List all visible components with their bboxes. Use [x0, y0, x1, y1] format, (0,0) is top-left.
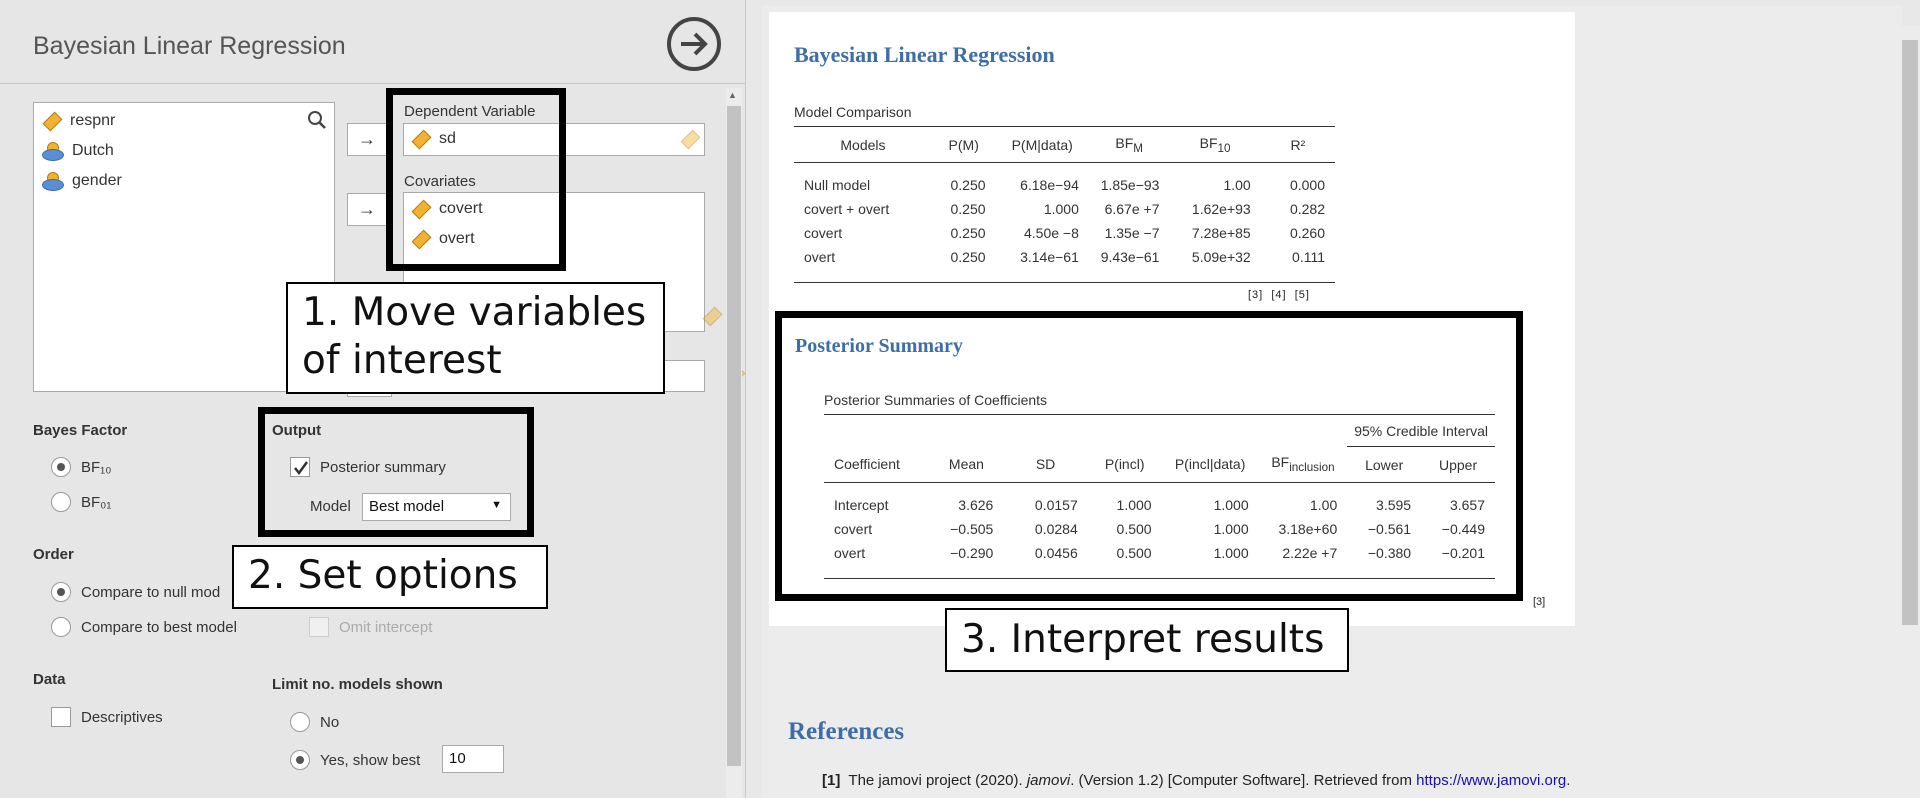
radio-button[interactable]	[51, 617, 71, 637]
table-cell: 0.250	[950, 224, 986, 241]
table-cell: 5.09e+32	[1191, 248, 1251, 265]
table-row	[824, 483, 1495, 517]
table-cell: 3.18e+60	[1278, 520, 1338, 537]
table-cell: 3.595	[1376, 496, 1412, 513]
table-cell: Intercept	[834, 496, 889, 513]
arrow-right-icon	[677, 27, 711, 61]
column-header: $BF_M$	[1115, 134, 1143, 155]
table-cell: 0.500	[1116, 520, 1152, 537]
reference-italic: jamovi	[1026, 772, 1071, 789]
option-label: Compare to best model	[81, 618, 237, 636]
table-cell: 0.0456	[1034, 544, 1078, 561]
table-cell: 1.000	[1043, 200, 1079, 217]
table-row	[794, 163, 1335, 197]
spacer-cell	[794, 269, 1335, 283]
column-header: P(incl|data)	[1174, 456, 1246, 473]
descriptives-option[interactable]	[51, 707, 163, 727]
variable-name: gender	[72, 172, 122, 189]
option-label: Yes, show best	[320, 751, 421, 769]
table-cell: covert	[804, 224, 843, 241]
covariates-label: Covariates	[404, 173, 476, 190]
option-label: Descriptives	[81, 708, 163, 726]
analysis-title: Bayesian Linear Regression	[33, 32, 346, 60]
footnote: [3]	[1248, 289, 1264, 301]
reference-item	[822, 772, 1570, 789]
table-cell: −0.561	[1367, 520, 1412, 537]
table-cell: 0.250	[950, 200, 986, 217]
column-header: Lower	[1365, 456, 1404, 473]
table-cell: 3.626	[958, 496, 994, 513]
option-label: Compare to null mod	[81, 583, 221, 601]
results-scrollbar-thumb[interactable]	[1902, 40, 1918, 625]
column-header: Upper	[1438, 456, 1478, 473]
posterior-title: Posterior Summary	[795, 335, 963, 357]
limit-yes-option[interactable]	[290, 750, 420, 770]
table-cell: overt	[834, 544, 866, 561]
scroll-up-arrow-icon[interactable]: ▲	[728, 90, 737, 100]
table-cell: 0.250	[950, 176, 986, 193]
column-header: SD	[1035, 456, 1056, 473]
table-cell: 2.22e +7	[1282, 544, 1338, 561]
bayes-factor-heading: Bayes Factor	[33, 422, 128, 439]
limit-heading: Limit no. models shown	[272, 676, 443, 693]
spacer-cell	[824, 565, 1495, 579]
reference-text: The jamovi project (2020).	[848, 772, 1027, 789]
table-cell: 1.000	[1213, 496, 1249, 513]
table-cell: −0.505	[950, 520, 994, 537]
column-header: P(incl)	[1104, 456, 1145, 473]
annotation-step-1: 1. Move variables of interest	[286, 282, 665, 394]
list-item[interactable]	[42, 140, 114, 162]
footnote: [4]	[1271, 289, 1287, 301]
posterior-body	[824, 483, 1495, 579]
nominal-icon	[42, 142, 62, 160]
table-cell: 0.111	[1292, 248, 1325, 265]
highlight-frame-variables	[386, 88, 566, 271]
table-cell: overt	[804, 248, 836, 265]
select-value: Best model	[369, 498, 445, 515]
omit-intercept-option[interactable]	[309, 617, 432, 637]
ruler-icon	[680, 130, 698, 148]
radio-button[interactable]	[290, 750, 310, 770]
column-header: $BF_{inclusion}$	[1271, 454, 1335, 475]
ci-header: 95% Credible Interval	[1347, 415, 1495, 447]
radio-button[interactable]	[51, 492, 71, 512]
table-cell: 9.43e−61	[1100, 248, 1160, 265]
option-label: No	[320, 713, 340, 731]
table-cell: 7.28e+85	[1191, 224, 1251, 241]
variable-name: overt	[439, 230, 475, 247]
run-arrow-button[interactable]	[667, 17, 721, 71]
table-cell: 1.00	[1223, 176, 1251, 193]
list-item[interactable]	[42, 110, 115, 132]
table-cell: 1.00	[1310, 496, 1338, 513]
table-cell: −0.201	[1441, 544, 1485, 561]
data-heading: Data	[33, 671, 66, 688]
table-cell: 3.657	[1449, 496, 1485, 513]
checkbox[interactable]	[51, 707, 71, 727]
variable-name: Dutch	[72, 142, 114, 159]
radio-button[interactable]	[51, 457, 71, 477]
reference-number: [1]	[822, 772, 841, 789]
model-label: Model	[310, 498, 351, 515]
move-dependent-button[interactable]: →	[347, 123, 387, 156]
compare-best-option[interactable]	[51, 617, 237, 637]
table-cell: 1.35e −7	[1104, 224, 1160, 241]
model-comparison-body	[794, 163, 1335, 283]
ruler-icon	[42, 112, 60, 130]
table-row	[794, 221, 1335, 245]
table-bottom-rule	[794, 269, 1335, 283]
table-cell: 6.18e−94	[1020, 176, 1079, 193]
output-heading: Output	[272, 422, 322, 439]
variable-name: respnr	[70, 112, 116, 129]
footnote: [5]	[1294, 289, 1310, 301]
table-cell: 0.260	[1289, 224, 1325, 241]
table-cell: 0.000	[1289, 176, 1325, 193]
reference-link[interactable]: https://www.jamovi.org	[1416, 772, 1567, 789]
table-cell: 0.282	[1289, 200, 1325, 217]
table-row	[794, 245, 1335, 269]
table-cell: covert	[834, 520, 873, 537]
table-cell: covert + overt	[804, 200, 890, 217]
table-cell: 1.000	[1213, 520, 1249, 537]
model-comparison-caption: Model Comparison	[794, 104, 912, 120]
table-cell: 1.000	[1213, 544, 1249, 561]
option-label: BF₀₁	[81, 493, 112, 511]
bf01-option[interactable]	[51, 492, 111, 512]
column-header: Models	[840, 136, 886, 153]
model-comparison-table	[794, 126, 1335, 283]
column-header: R²	[1290, 136, 1306, 153]
limit-count-input[interactable]: 10	[442, 745, 504, 773]
column-header: Coefficient	[834, 456, 900, 473]
variable-name: covert	[439, 200, 483, 217]
table-cell: 0.0157	[1034, 496, 1078, 513]
options-scrollbar-thumb[interactable]	[727, 106, 741, 766]
table-cell: 0.0284	[1034, 520, 1078, 537]
list-item[interactable]	[42, 170, 122, 192]
column-header: P(M|data)	[1011, 136, 1073, 153]
table-cell: 6.67e +7	[1104, 200, 1160, 217]
bf10-option[interactable]	[51, 457, 111, 477]
compare-null-option[interactable]	[51, 582, 220, 602]
table-cell: Null model	[804, 176, 871, 193]
move-covariates-button[interactable]: →	[347, 193, 387, 226]
column-header: Mean	[948, 456, 984, 473]
radio-button[interactable]	[51, 582, 71, 602]
reference-text: .	[1566, 772, 1571, 789]
footnote: [3]	[1533, 596, 1546, 608]
variable-name: sd	[439, 130, 456, 147]
table-cell: 0.500	[1116, 544, 1152, 561]
ruler-icon	[702, 307, 720, 325]
table-cell: −0.380	[1367, 544, 1412, 561]
posterior-table	[824, 414, 1495, 579]
nominal-icon	[42, 172, 62, 190]
radio-button[interactable]	[290, 712, 310, 732]
spacer-cell	[824, 415, 1347, 447]
results-title: Bayesian Linear Regression	[794, 42, 1055, 67]
dropdown-arrow-icon: ▼	[491, 499, 502, 511]
checkmark-icon	[291, 458, 311, 478]
checkbox[interactable]	[290, 457, 310, 477]
table-cell: 3.14e−61	[1020, 248, 1079, 265]
table-cell: 1.85e−93	[1100, 176, 1160, 193]
table-cell: −0.449	[1441, 520, 1485, 537]
posterior-caption: Posterior Summaries of Coefficients	[824, 392, 1048, 408]
option-label: BF₁₀	[81, 458, 112, 476]
table-bottom-rule	[824, 565, 1495, 579]
table-row	[794, 197, 1335, 221]
table-row	[824, 517, 1495, 541]
table-row	[824, 541, 1495, 565]
reference-text: . (Version 1.2) [Computer Software]. Retrieved from	[1070, 772, 1417, 789]
table-cell: 1.62e+93	[1191, 200, 1251, 217]
dependent-label: Dependent Variable	[404, 103, 536, 120]
posterior-summary-option[interactable]	[290, 457, 446, 477]
order-heading: Order	[33, 546, 74, 563]
column-header: P(M)	[948, 136, 979, 153]
table-cell: 1.000	[1116, 496, 1152, 513]
option-label: Posterior summary	[320, 458, 446, 476]
limit-no-option[interactable]	[290, 712, 339, 732]
model-select[interactable]	[362, 493, 511, 521]
table-cell: −0.290	[950, 544, 994, 561]
table-cell: 4.50e −8	[1023, 224, 1079, 241]
option-label: Omit intercept	[339, 618, 433, 636]
annotation-step-2: 2. Set options	[232, 545, 548, 609]
search-icon[interactable]	[307, 110, 327, 130]
checkbox[interactable]	[309, 617, 329, 637]
footnote-markers	[1248, 289, 1310, 301]
weights-drop-box[interactable]	[660, 360, 705, 392]
references-title: References	[788, 718, 905, 745]
column-header: $BF_{10}$	[1199, 134, 1231, 155]
table-cell: 0.250	[950, 248, 986, 265]
annotation-step-3: 3. Interpret results	[945, 608, 1349, 672]
